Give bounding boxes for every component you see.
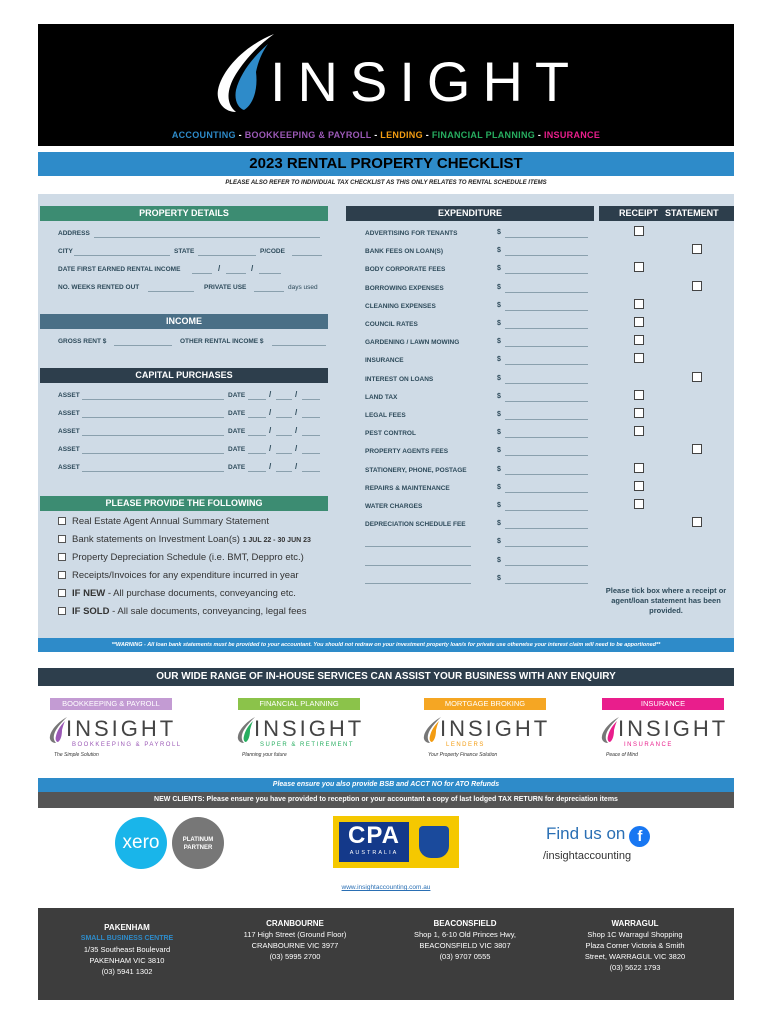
date-first-label: DATE FIRST EARNED RENTAL INCOME [58,266,181,273]
header [38,24,734,146]
office-line: CRANBOURNE VIC 3977 [251,941,339,950]
service-separator: - [235,130,245,140]
office-line: Street, WARRAGUL VIC 3820 [584,952,686,961]
checkbox-icon[interactable] [58,589,66,597]
provide-item[interactable] [58,570,299,581]
cpa-sub-text: AUSTRALIA [349,850,399,856]
office-line: Shop 1C Warragul Shopping [587,930,683,939]
asset-field[interactable] [82,399,224,400]
division-tagline: Peace of Mind [606,752,638,758]
dollar-sign: $ [497,447,501,455]
expense-label: REPAIRS & MAINTENANCE [365,484,450,492]
service-separator: - [422,130,432,140]
expense-amount-field[interactable] [505,346,588,347]
date-slash: / [251,264,254,273]
expense-label: LAND TAX [365,393,398,401]
service-name: FINANCIAL PLANNING [431,130,536,140]
statement-checkbox[interactable] [692,444,702,454]
checkbox-icon[interactable] [58,607,66,615]
expense-amount-field[interactable] [505,364,588,365]
date-slash: / [295,408,298,417]
date-slash: / [295,444,298,453]
dollar-sign: $ [497,465,501,473]
cpa-text: CPA [348,822,400,849]
dollar-sign: $ [497,265,501,273]
dollar-sign: $ [497,538,501,546]
receipt-checkbox[interactable] [634,262,644,272]
asset-label: ASSET [58,392,80,399]
office-line: 1/35 Southeast Boulevard [83,945,171,954]
provide-item-text: Property Depreciation Schedule (i.e. BMT, Deppro etc.) [72,552,304,563]
asset-field[interactable] [82,471,224,472]
expense-label: COUNCIL RATES [365,321,418,328]
new-clients-note: NEW CLIENTS: Please ensure you have provided to reception or your accountant a copy of last lodged TAX RETURN for depreciation items [38,792,734,808]
insight-swoosh-icon [422,716,442,744]
expense-label: INTEREST ON LOANS [365,375,434,383]
expense-amount-field[interactable] [505,292,588,293]
dollar-sign: $ [497,574,501,582]
provide-item-text: Real Estate Agent Annual Summary Statement [72,516,269,527]
office-block [560,918,710,973]
xero-logo: xero [115,817,167,869]
expense-other-field[interactable] [365,546,471,547]
asset-date-day-field[interactable] [248,399,266,400]
other-income-label: OTHER RENTAL INCOME $ [180,338,264,345]
division-tag: FINANCIAL PLANNING [238,698,360,710]
bsb-note: Please ensure you also provide BSB and ACCT NO for ATO Refunds [38,778,734,792]
asset-label: ASSET [58,428,80,435]
cpa-australia-logo [333,816,459,868]
division-logo [600,714,750,762]
receipt-checkbox[interactable] [634,426,644,436]
division-tag: INSURANCE [602,698,724,710]
expense-label: BANK FEES ON LOAN(S) [365,248,443,256]
expense-label: STATIONERY, PHONE, POSTAGE [365,466,467,474]
date-label: DATE [228,392,246,399]
expense-amount-field[interactable] [505,255,588,256]
dollar-sign: $ [497,247,501,255]
receipt-checkbox[interactable] [634,226,644,236]
date-label: DATE [228,410,246,417]
checkbox-icon[interactable] [58,571,66,579]
insight-swoosh-icon [48,716,68,744]
statement-checkbox[interactable] [692,281,702,291]
receipt-checkbox[interactable] [634,353,644,363]
receipt-checkbox[interactable] [634,390,644,400]
date-slash: / [295,390,298,399]
state-field[interactable] [198,255,256,256]
expense-amount-field[interactable] [505,528,588,529]
division-subtitle: SUPER & RETIREMENT [260,742,355,748]
office-block [220,918,370,962]
division-tagline: Planning your future [242,752,287,758]
office-line: (03) 9707 0555 [439,952,491,961]
expense-amount-field[interactable] [505,401,588,402]
dollar-sign: $ [497,374,501,382]
asset-date-month-field[interactable] [276,435,292,436]
address-label: ADDRESS [58,230,90,237]
provide-item-text: - All sale documents, conveyancing, legal fees [109,606,307,617]
asset-date-year-field[interactable] [302,471,320,472]
income-heading: INCOME [40,314,328,329]
weeks-rented-field[interactable] [148,291,194,292]
provide-item[interactable] [58,552,304,563]
checkbox-icon[interactable] [58,517,66,525]
service-separator: - [371,130,381,140]
division-tag: MORTGAGE BROKING [424,698,546,710]
provide-item-text: Bank statements on Investment Loan(s) [72,534,243,545]
receipt-statement-heading [599,206,734,221]
dollar-sign: $ [497,411,501,418]
gross-rent-field[interactable] [114,345,172,346]
expense-label: DEPRECIATION SCHEDULE FEE [365,521,466,529]
platinum-partner-badge: PLATINUM PARTNER [172,817,224,869]
service-separator: - [535,130,544,140]
office-block [52,922,202,977]
date-slash: / [269,426,272,435]
checkbox-icon[interactable] [58,553,66,561]
receipt-checkbox[interactable] [634,317,644,327]
dollar-sign: $ [497,502,501,509]
dollar-sign: $ [497,520,501,528]
office-name: CRANBOURNE [266,919,324,928]
division-brand: INSIGHT [254,716,365,741]
asset-date-month-field[interactable] [276,417,292,418]
cpa-mark [339,822,409,862]
dollar-sign: $ [497,483,501,491]
asset-date-year-field[interactable] [302,399,320,400]
receipt-checkbox[interactable] [634,408,644,418]
expense-amount-field[interactable] [505,328,588,329]
date-slash: / [269,408,272,417]
expense-label: GARDENING / LAWN MOWING [365,339,460,347]
expense-label: PROPERTY AGENTS FEES [365,448,449,456]
office-line: (03) 5622 1793 [609,963,661,972]
postcode-field[interactable] [292,255,322,256]
dollar-sign: $ [497,229,501,236]
receipt-checkbox[interactable] [634,481,644,491]
private-use-field[interactable] [254,291,284,292]
provide-item-bold: IF NEW [72,588,106,599]
provide-heading: PLEASE PROVIDE THE FOLLOWING [40,496,328,511]
division-tagline: The Simple Solution [54,752,99,758]
service-name: ACCOUNTING [171,130,236,140]
office-line: 117 High Street (Ground Floor) [243,930,347,939]
date-slash: / [295,426,298,435]
postcode-label: P/CODE [260,248,285,255]
office-name: PAKENHAM [104,923,150,932]
other-income-field[interactable] [272,345,326,346]
days-used-label: days used [288,284,318,291]
asset-date-day-field[interactable] [248,417,266,418]
expense-other-field[interactable] [365,565,471,566]
checkbox-icon[interactable] [58,535,66,543]
division-subtitle: INSURANCE [624,742,673,748]
office-line: (03) 5941 1302 [101,967,153,976]
services-line [38,130,734,140]
office-line: Plaza Corner Victoria & Smith [585,941,685,950]
provide-item[interactable] [58,588,296,599]
expense-amount-field[interactable] [505,310,588,311]
private-use-label: PRIVATE USE [204,284,247,291]
office-line: Shop 1, 6-10 Old Princes Hwy, [414,930,516,939]
asset-date-month-field[interactable] [276,399,292,400]
date-slash: / [218,264,221,273]
services-banner: OUR WIDE RANGE OF IN-HOUSE SERVICES CAN ASSIST YOUR BUSINESS WITH ANY ENQUIRY [38,668,734,686]
asset-date-month-field[interactable] [276,471,292,472]
receipt-checkbox[interactable] [634,299,644,309]
asset-field[interactable] [82,435,224,436]
expense-label: WATER CHARGES [365,503,423,510]
capital-purchases-heading: CAPITAL PURCHASES [40,368,328,383]
office-line: PAKENHAM VIC 3810 [89,956,165,965]
provide-item[interactable] [58,606,306,617]
page-title: 2023 RENTAL PROPERTY CHECKLIST [38,152,734,176]
date-label: DATE [228,464,246,471]
receipt-checkbox[interactable] [634,463,644,473]
office-block [390,918,540,962]
receipt-checkbox[interactable] [634,499,644,509]
expense-amount-field[interactable] [505,510,588,511]
division-subtitle: LENDERS [446,742,485,748]
provide-item[interactable] [58,534,311,545]
expense-amount-field[interactable] [505,474,588,475]
insight-logo-icon [214,32,276,116]
dollar-sign: $ [497,392,501,400]
division-brand: INSIGHT [440,716,551,741]
office-line: BEACONSFIELD VIC 3807 [419,941,511,950]
statement-column-heading: STATEMENT [665,208,719,218]
provide-item-text: Receipts/Invoices for any expenditure incurred in year [72,570,299,581]
asset-label: ASSET [58,410,80,417]
date-slash: / [269,390,272,399]
asset-field[interactable] [82,453,224,454]
office-name: BEACONSFIELD [433,919,497,928]
asset-date-day-field[interactable] [248,471,266,472]
asset-date-year-field[interactable] [302,417,320,418]
warning-banner: **WARNING - All loan bank statements must be provided to your accountant. You should not redraw on your investment property loan/s for private use otherwise your interest claim will need to be apportioned** [38,638,734,652]
division-brand: INSIGHT [618,716,729,741]
find-us-on[interactable] [546,824,650,847]
crest-icon [419,826,449,858]
division-brand: INSIGHT [66,716,177,741]
dollar-sign: $ [497,301,501,309]
city-field[interactable] [74,255,170,256]
division-logo [236,714,386,762]
division-logo [422,714,572,762]
expenditure-heading: EXPENDITURE [346,206,594,221]
asset-date-year-field[interactable] [302,435,320,436]
asset-label: ASSET [58,446,80,453]
expense-amount-field[interactable] [505,583,588,584]
provide-item-bold: IF SOLD [72,606,110,617]
city-label: CITY [58,248,73,255]
subnote: PLEASE ALSO REFER TO INDIVIDUAL TAX CHECKLIST AS THIS ONLY RELATES TO RENTAL SCHEDULE ITEMS [225,180,547,186]
dollar-sign: $ [497,556,501,564]
asset-field[interactable] [82,417,224,418]
expense-label: CLEANING EXPENSES [365,302,436,310]
brand-wordmark: INSIGHT [270,50,582,113]
service-name: INSURANCE [543,130,601,140]
gross-rent-label: GROSS RENT $ [58,338,107,345]
facebook-icon[interactable]: f [629,826,650,847]
date-slash: / [269,444,272,453]
expense-amount-field[interactable] [505,273,588,274]
date-first-year-field[interactable] [259,273,281,274]
facebook-handle[interactable]: /insightaccounting [543,850,632,862]
expense-other-field[interactable] [365,583,471,584]
expense-label: ADVERTISING FOR TENANTS [365,230,458,237]
weeks-rented-label: NO. WEEKS RENTED OUT [58,284,140,291]
asset-date-day-field[interactable] [248,453,266,454]
division-tagline: Your Property Finance Solution [428,752,498,758]
date-label: DATE [228,446,246,453]
dollar-sign: $ [497,356,501,364]
insight-swoosh-icon [236,716,256,744]
asset-date-month-field[interactable] [276,453,292,454]
expense-amount-field[interactable] [505,419,588,420]
receipt-column-heading: RECEIPT [619,208,659,218]
office-name: WARRAGUL [611,919,659,928]
checklist-page [38,24,734,1000]
dollar-sign: $ [497,320,501,327]
state-label: STATE [174,248,195,255]
statement-checkbox[interactable] [692,517,702,527]
asset-label: ASSET [58,464,80,471]
dollar-sign: $ [497,283,501,291]
date-label: DATE [228,428,246,435]
insight-swoosh-icon [600,716,620,744]
statement-checkbox[interactable] [692,372,702,382]
date-slash: / [269,462,272,471]
expense-amount-field[interactable] [505,492,588,493]
date-first-day-field[interactable] [192,273,212,274]
expense-label: LEGAL FEES [365,412,406,419]
service-name: BOOKKEEPING & PAYROLL [244,130,372,140]
expense-amount-field[interactable] [505,546,588,547]
provide-item-period: 1 JUL 22 - 30 JUN 23 [242,537,311,544]
provide-item-text: - All purchase documents, conveyancing etc. [105,588,296,599]
property-details-heading: PROPERTY DETAILS [40,206,328,221]
dollar-sign: $ [497,338,501,346]
asset-date-year-field[interactable] [302,453,320,454]
service-name: LENDING [380,130,423,140]
office-line: (03) 5995 2700 [269,952,321,961]
receipt-checkbox[interactable] [634,335,644,345]
asset-date-day-field[interactable] [248,435,266,436]
expense-label: INSURANCE [365,357,404,365]
date-slash: / [295,462,298,471]
expense-label: PEST CONTROL [365,430,416,438]
dollar-sign: $ [497,429,501,437]
office-centre: SMALL BUSINESS CENTRE [80,935,174,942]
expense-amount-field[interactable] [505,237,588,238]
expense-label: BODY CORPORATE FEES [365,266,446,274]
tick-note: Please tick box where a receipt or agent/loan statement has been provided. [605,586,727,615]
expense-amount-field[interactable] [505,383,588,384]
date-first-month-field[interactable] [226,273,246,274]
statement-checkbox[interactable] [692,244,702,254]
find-us-text: Find us on [546,824,626,843]
website-link[interactable]: www.insightaccounting.com.au [341,884,431,891]
expense-amount-field[interactable] [505,455,588,456]
expense-amount-field[interactable] [505,437,588,438]
provide-item[interactable] [58,516,269,527]
address-field[interactable] [94,237,320,238]
expense-amount-field[interactable] [505,565,588,566]
division-subtitle: BOOKKEEPING & PAYROLL [72,742,182,748]
division-logo [48,714,198,762]
expense-label: BORROWING EXPENSES [365,284,444,292]
division-tag: BOOKKEEPING & PAYROLL [50,698,172,710]
